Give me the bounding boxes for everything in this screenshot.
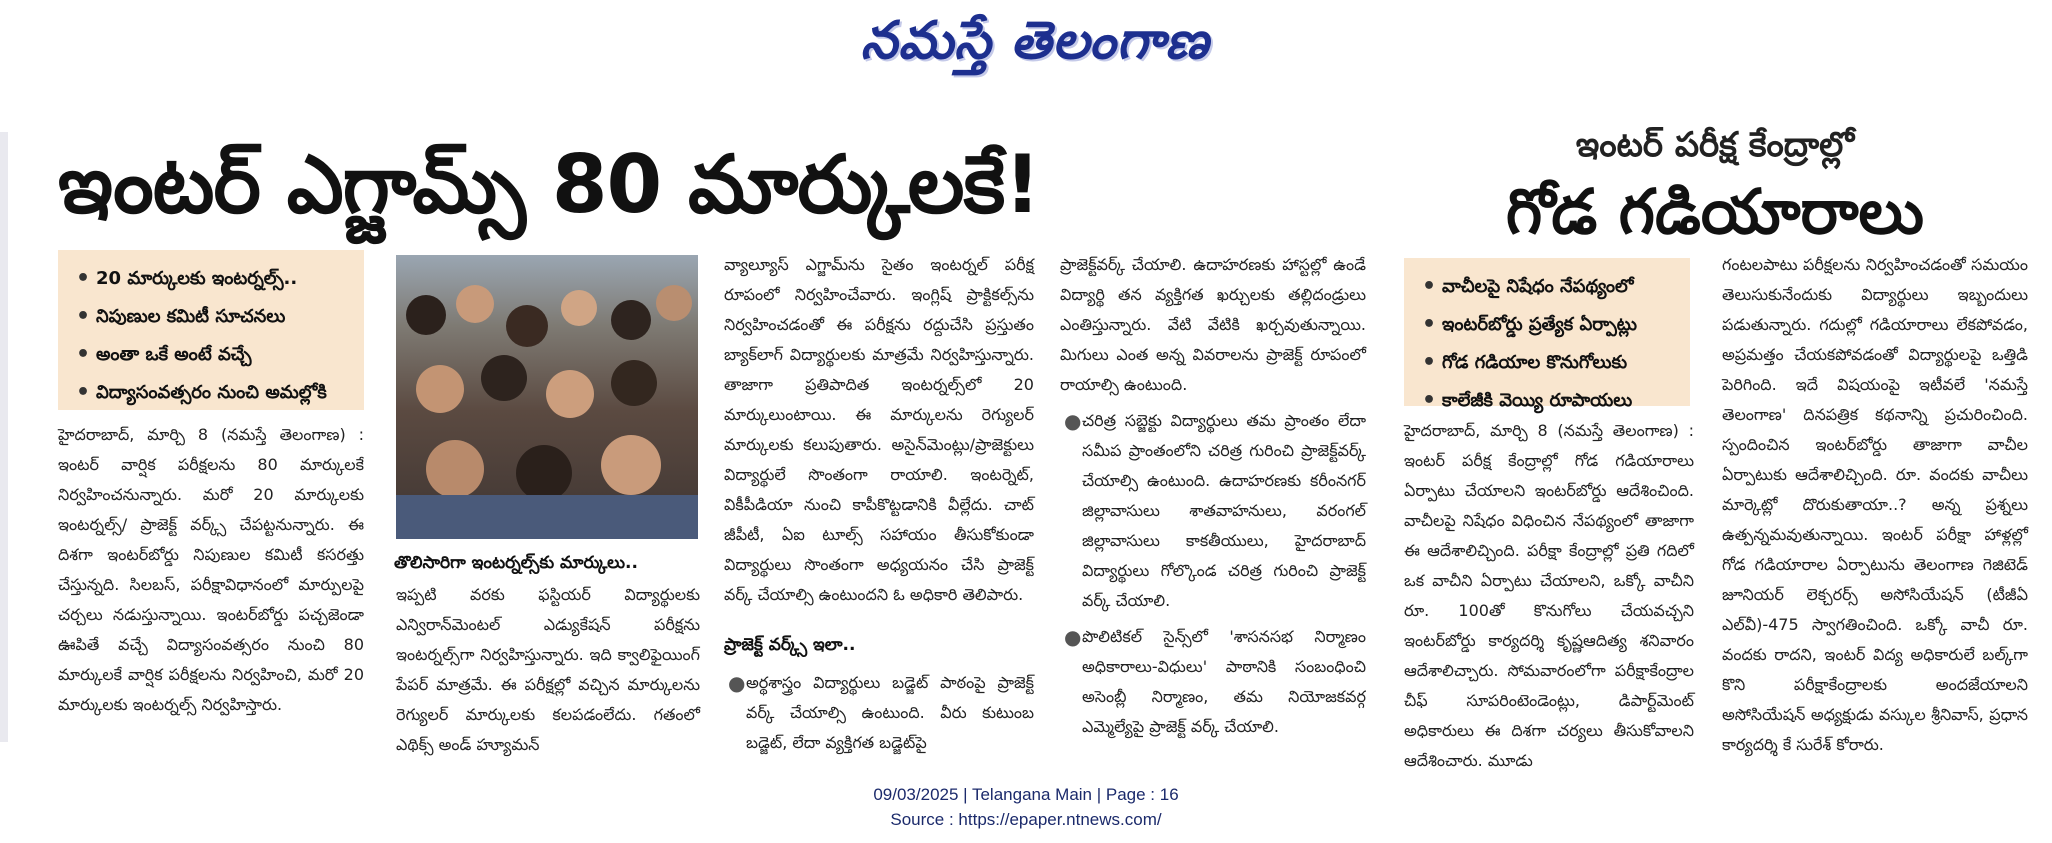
project-works-subhead: ప్రాజెక్ట్ వర్క్స్ ఇలా.. [724, 635, 856, 655]
article-paragraph: గంటలపాటు పరీక్షలను నిర్వహించడంతో సమయం తెలుసుకునేందుకు విద్యార్థులు ఇబ్బందులు పడుతున్నారు. గదుల్లో గడియారాలు లేకపోవడం, అప్రమత్తం చేయకపోవడంతో విద్యార్థులపై ఒత్తిడి పెరిగింది. ఇదే విషయంపై ఇటీవలే 'నమస్తే తెలంగాణ' దినపత్రిక కథనాన్ని ప్రచురించింది. స్పందించిన ఇంటర్‌బోర్డు తాజాగా వాచీల ఏర్పాటుకు ఆదేశాలిచ్చింది. రూ. వందకు వాచీలు మార్కెట్లో దొరుకుతాయా..? అన్న ప్రశ్నలు ఉత్పన్నమవుతున్నాయి. ఇంటర్ పరీక్షా హాళ్లల్లో గోడ గడియారాల ఏర్పాటును తెలంగాణ గెజిటెడ్ జూనియర్ లెక్చరర్స్ అసోసియేషన్ (టీజీఏ ఎల్‌వీ)-475 స్వాగతించింది. ఒక్కో వాచీ రూ. వందకు రాదని, ఇంటర్ విద్య అధికారులే బల్క్‌గా కొని పరీక్షాకేంద్రాలకు అందజేయాలని అసోసియేషన్ అధ్యక్షుడు వస్కుల శ్రీనివాస్, ప్రధాన కార్యదర్శి కే సురేశ్ కోరారు. [1722, 255, 2028, 754]
source-link[interactable]: Source : https://epaper.ntnews.com/ [890, 810, 1162, 829]
highlight-item: • 20 మార్కులకు ఇంటర్నల్స్.. [72, 260, 350, 298]
article-paragraph: హైదరాబాద్, మార్చి 8 (నమస్తే తెలంగాణ) : ఇంటర్ పరీక్ష కేంద్రాల్లో గోడ గడియారాలు ఏర్పాటు చేయాలని ఇంటర్‌బోర్డు ఆదేశించింది. వాచీలపై నిషేధం విధించిన నేపథ్యంలో తాజాగా ఈ ఆదేశాలిచ్చింది. పరీక్షా కేంద్రాల్లో ప్రతి గదిలో ఒక వాచీని ఏర్పాటు చేయాలని, ఒక్కో వాచీని రూ. 100తో కొనుగోలు చేయవచ్చని ఇంటర్‌బోర్డు కార్యదర్శి కృష్ణఆదిత్య శనివారం ఆదేశాలిచ్చారు. సోమవారంలోగా పరీక్షాకేంద్రాల చీఫ్ సూపరింటెండెంట్లు, డిపార్ట్‌మెంట్ అధికారులు ఈ దిశగా చర్యలు తీసుకోవాలని ఆదేశించారు. మూడు [1404, 421, 1694, 770]
article-paragraph: ప్రాజెక్ట్‌వర్క్ చేయాలి. ఉదాహరణకు హాస్టల్లో ఉండే విద్యార్థి తన వ్యక్తిగత ఖర్చులకు తల్లిదండ్రులు ఎంతిస్తున్నారు. వేటి వేటికి ఖర్చవుతున్నాయి. మిగులు ఎంత అన్న వివరాలను ప్రాజెక్ట్ రూపంలో రాయాల్సి ఉంటుంది. [1060, 255, 1366, 394]
bullet-text: చరిత్ర సబ్జెక్టు విద్యార్థులు తమ ప్రాంతం లేదా సమీప ప్రాంతంలోని చరిత్ర గురించి ప్రాజెక్ట్‌వర్క్ చేయాల్సి ఉంటుంది. ఉదాహరణకు కరీంనగర్ జిల్లావాసులు శాతవాహనులు, వరంగల్ జిల్లావాసులు కాకతీయులు, హైదరాబాద్ విద్యార్థులు గోల్కొండ చరిత్ర గురించి ప్రాజెక్ట్ వర్క్ చేయాలి. [1082, 411, 1366, 610]
highlight-item: • గోడ గడియాల కొనుగోలుకు [1418, 344, 1676, 382]
article-column-4 [1060, 250, 1366, 750]
article-column-2 [396, 580, 700, 754]
page-dateline: 09/03/2025 | Telangana Main | Page : 16 [873, 785, 1179, 804]
highlight-item: • వాచీలపై నిషేధం నేపథ్యంలో [1418, 268, 1676, 306]
masthead-logo: నమస్తే తెలంగాణ [860, 10, 1210, 71]
bullet-text: అర్థశాస్త్రం విద్యార్థులు బడ్జెట్ పాఠంపై ప్రాజెక్ట్ వర్క్ చేయాల్సి ఉంటుంది. వీరు కుటుంబ బడ్జెట్, లేదా వ్యక్తిగత బడ్జెట్‌పై [746, 673, 1034, 752]
highlight-item: • విద్యాసంవత్సరం నుంచి అమల్లోకి [72, 374, 350, 412]
article-paragraph: హైదరాబాద్, మార్చి 8 (నమస్తే తెలంగాణ) : ఇంటర్ వార్షిక పరీక్షలను 80 మార్కులకే నిర్వహించనున్నారు. మరో 20 మార్కులకు ఇంటర్నల్స్/ ప్రాజెక్ట్ వర్క్స్ చేపట్టనున్నారు. ఈ దిశగా ఇంటర్‌బోర్డు నిపుణుల కమిటీ కసరత్తు చేస్తున్నది. సిలబస్, పరీక్షావిధానంలో మార్పులపై చర్చలు నడుస్తున్నాయి. ఇంటర్‌బోర్డు పచ్చజెండా ఊపితే వచ్చే విద్యాసంవత్సరం నుంచి 80 మార్కులకే వార్షిక పరీక్షలను నిర్వహించి, మరో 20 మార్కులకు ఇంటర్నల్స్ నిర్వహిస్తారు. [58, 425, 364, 714]
margin-rule [0, 132, 8, 742]
highlight-item: • అంతా ఒకే అంటే వచ్చే [72, 336, 350, 374]
side-story-headline: గోడ గడియారాలు [1506, 175, 1924, 248]
article-paragraph: వ్యాల్యూస్ ఎగ్జామ్‌ను సైతం ఇంటర్నల్ పరీక్ష రూపంలో నిర్వహించేవారు. ఇంగ్లిష్ ప్రాక్టికల్స్‌ను నిర్వహించడంతో ఈ పరీక్షను రద్దుచేసి ప్రస్తుతం బ్యాక్‌లాగ్ విద్యార్థులకు మాత్రమే నిర్వహిస్తున్నారు. తాజాగా ప్రతిపాదిత ఇంటర్నల్స్‌లో 20 మార్కులుంటాయి. ఈ మార్కులను రెగ్యులర్ మార్కులకు కలుపుతారు. అసైన్‌మెంట్లు/ప్రాజెక్టులు విద్యార్థులే సొంతంగా రాయాలి. ఇంటర్నెట్, వికీపీడియా నుంచి కాపీకొట్టడానికి వీల్లేదు. చాట్ జీపీటీ, ఏఐ టూల్స్ సహాయం తీసుకోకుండా విద్యార్థులు సొంతంగా అధ్యయనం చేసి ప్రాజెక్ట్ వర్క్ చేయాల్సి ఉంటుందని ఓ అధికారి తెలిపారు. [724, 255, 1034, 604]
highlight-box-main [58, 250, 364, 410]
side-story-kicker: ఇంటర్ పరీక్ష కేంద్రాల్లో [1575, 125, 1855, 165]
bullet-icon: ● [1064, 409, 1082, 433]
bullet-text: పొలిటికల్ సైన్స్‌లో 'శాసనసభ నిర్మాణం అధికారాలు-విధులు' పాఠానికి సంబంధించి అసెంబ్లీ నిర్మాణం, తమ నియోజకవర్గ ఎమ్మెల్యేపై ప్రాజెక్ట్ వర్క్ చేయాలి. [1082, 627, 1366, 736]
article-column-3 [724, 250, 1034, 620]
article-column-1 [58, 420, 364, 750]
highlight-item: • ఇంటర్‌బోర్డు ప్రత్యేక ఏర్పాట్లు [1418, 306, 1676, 344]
highlight-box-side [1404, 258, 1690, 411]
side-article-column-1 [1404, 416, 1694, 770]
bullet-icon: ● [1064, 625, 1082, 649]
side-article-column-2 [1722, 250, 2028, 760]
students-crowd-photo [396, 255, 698, 539]
article-paragraph: ఇప్పటి వరకు ఫస్టియర్ విద్యార్థులకు ఎన్విరాన్‌మెంటల్ ఎడ్యుకేషన్ పరీక్షను ఇంటర్నల్స్‌గా నిర్వహిస్తున్నారు. ఇది క్వాలిఫైయింగ్ పేపర్ మాత్రమే. ఈ పరీక్షల్లో వచ్చిన మార్కులను రెగ్యులర్ మార్కులకు కలపడంలేదు. గతంలో ఎథిక్స్ అండ్ హ్యూమన్ [396, 585, 700, 754]
highlight-item: • కాలేజీకి వెయ్యి రూపాయలు [1418, 382, 1676, 420]
main-headline: ఇంటర్ ఎగ్జామ్స్ 80 మార్కులకే! [58, 138, 1040, 231]
photo-caption: తొలిసారిగా ఇంటర్నల్స్‌కు మార్కులు.. [394, 553, 638, 573]
highlight-item: • నిపుణుల కమిటీ సూచనలు [72, 298, 350, 336]
bullet-icon: ● [728, 671, 746, 695]
article-column-3-bullet [724, 668, 1034, 758]
